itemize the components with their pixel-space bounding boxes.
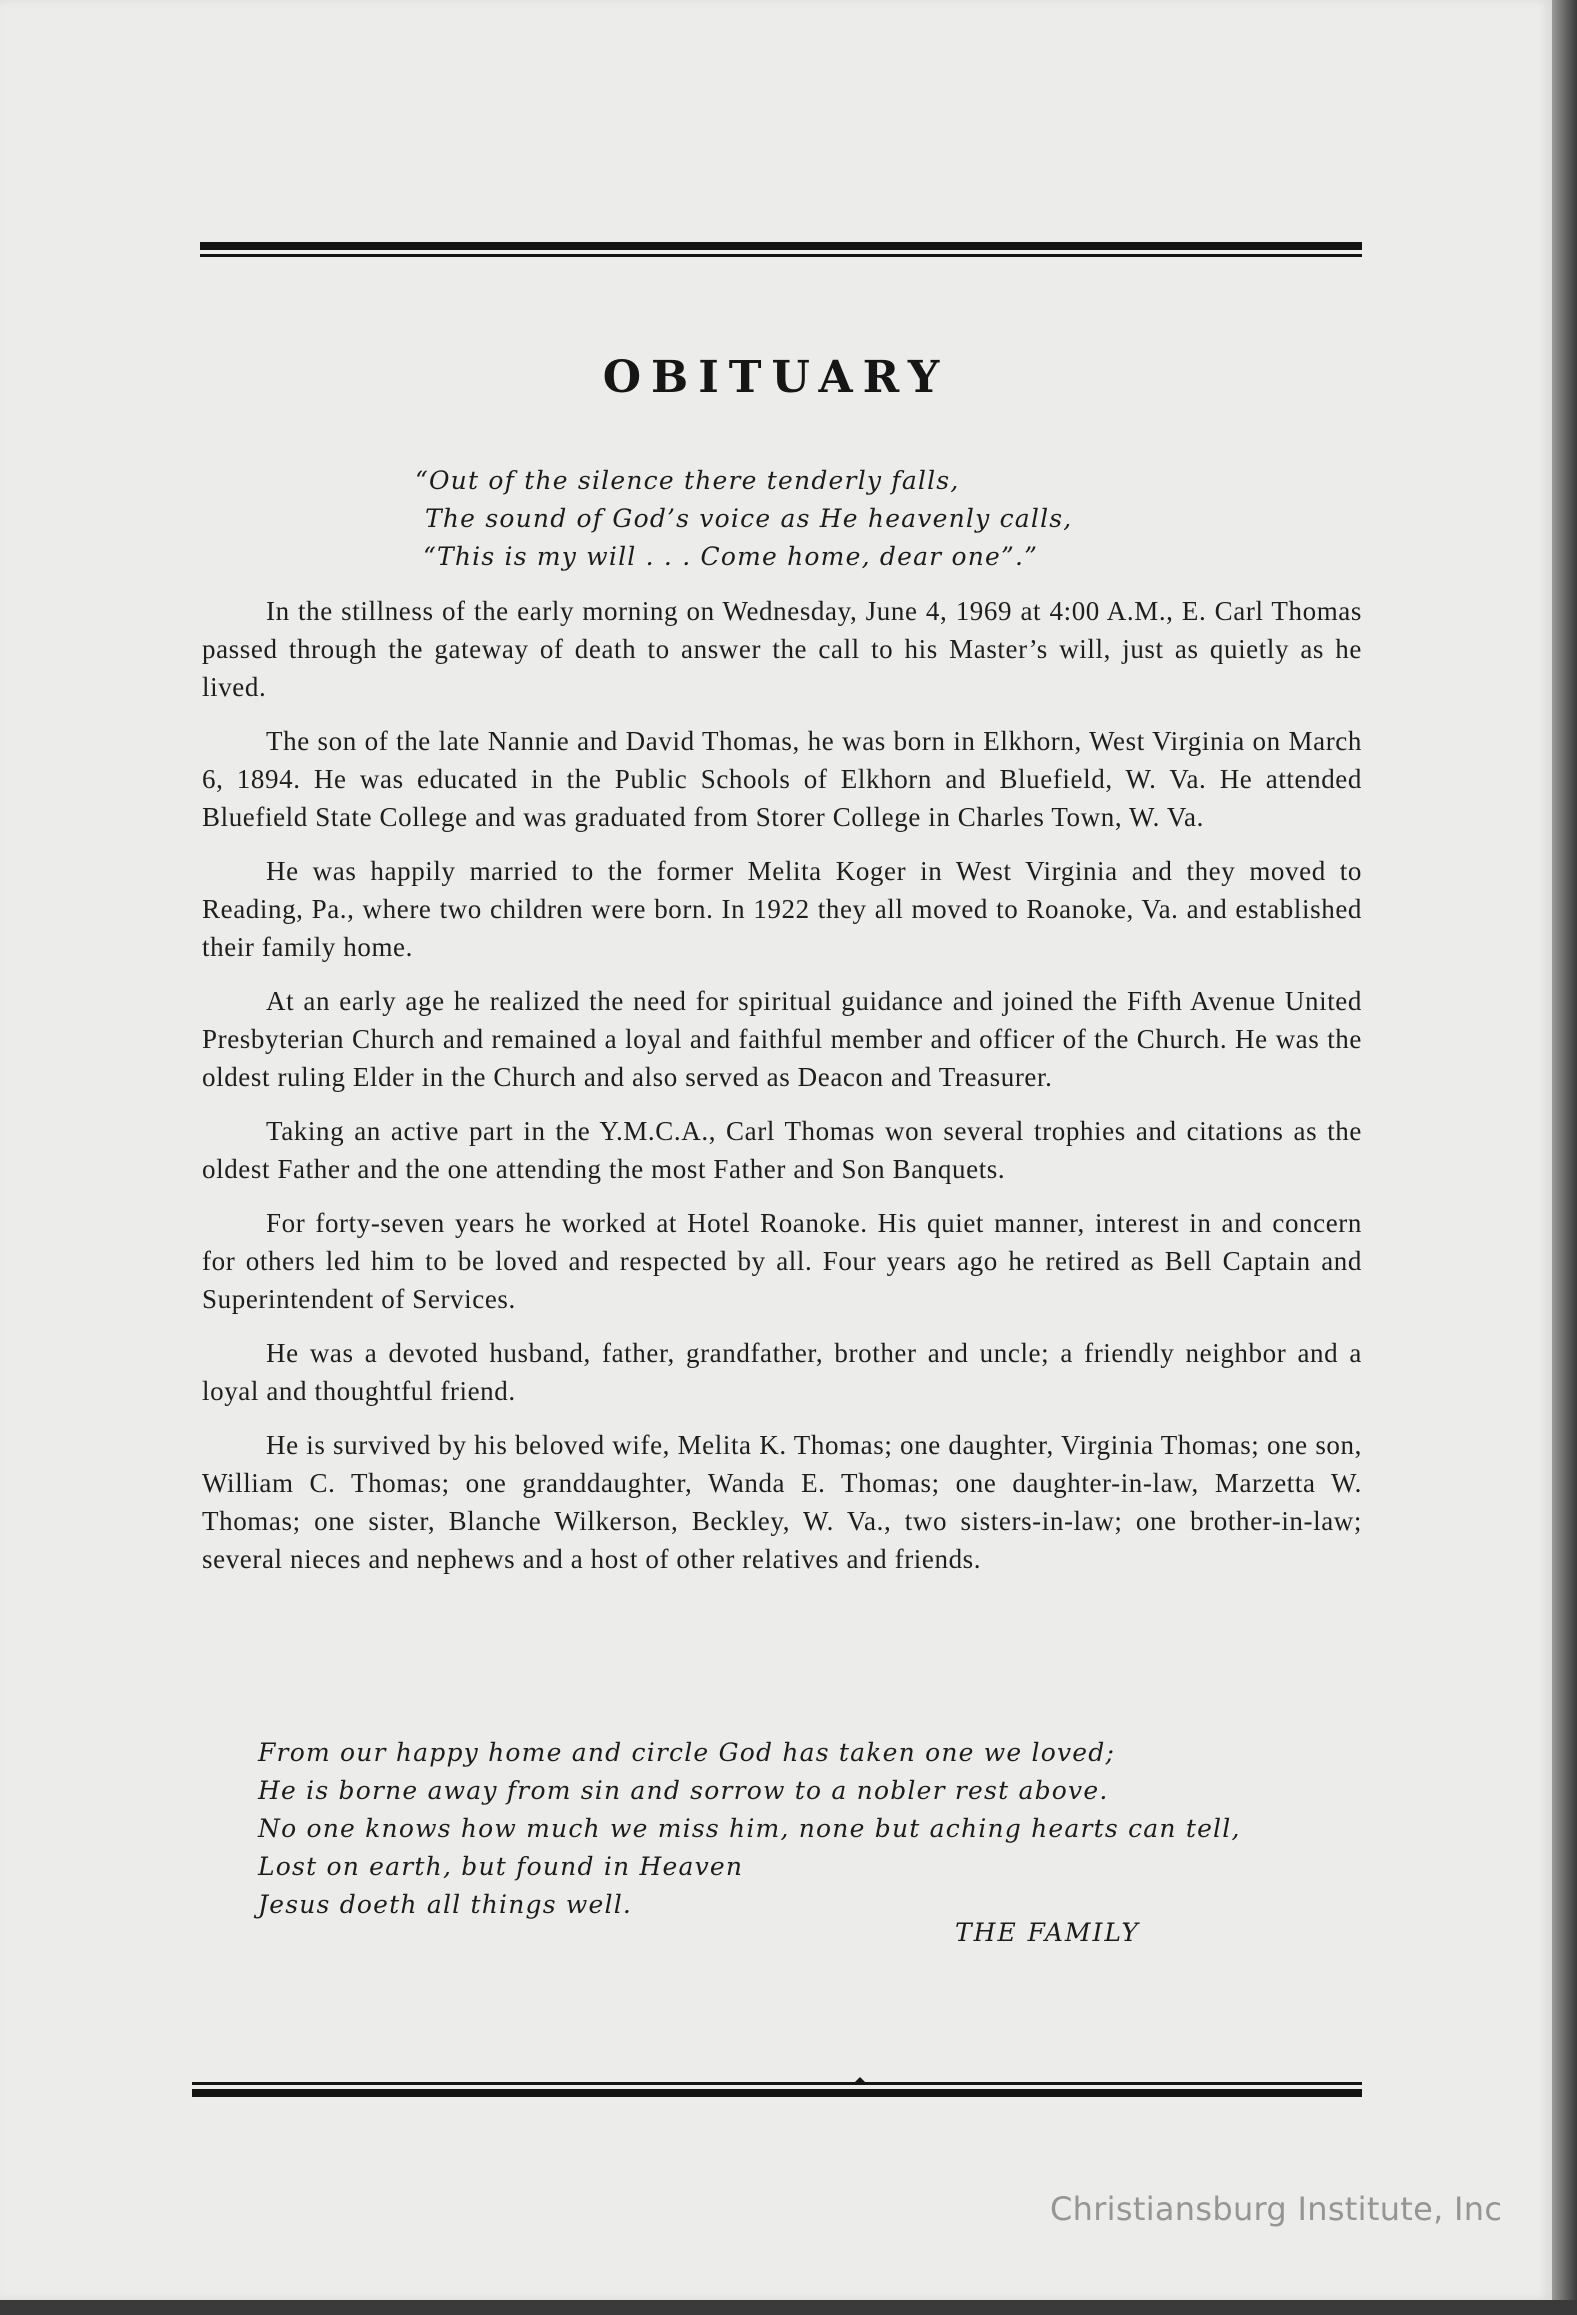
page-edge <box>1552 0 1577 2315</box>
closing-verse-line: No one knows how much we miss him, none but aching hearts can tell, <box>258 1814 1241 1843</box>
opening-verse-line: The sound of God’s voice as He heavenly calls, <box>425 504 1073 533</box>
bottom-double-rule <box>192 2082 1362 2097</box>
paragraph-death: In the stillness of the early morning on Wednesday, June 4, 1969 at 4:00 A.M., E. Carl Thomas passed through the gateway of death to answer the call to his Master’s will, just as quietly as he lived. <box>202 596 1362 702</box>
closing-verse <box>258 1734 1241 1924</box>
paragraph-character: He was a devoted husband, father, grandfather, brother and uncle; a friendly neighbor and a loyal and thoughtful friend. <box>202 1338 1362 1406</box>
paragraph-early-life: The son of the late Nannie and David Thomas, he was born in Elkhorn, West Virginia on March 6, 1894. He was educated in the Public Schools of Elkhorn and Bluefield, W. Va. He attended Bluefield State College and was graduated from Storer College in Charles Town, W. Va. <box>202 726 1362 832</box>
signature: THE FAMILY <box>955 1918 1140 1947</box>
paragraph-career: For forty-seven years he worked at Hotel Roanoke. His quiet manner, interest in and concern for others led him to be loved and respected by all. Four years ago he retired as Bell Captain and Superintendent of Services. <box>202 1208 1362 1314</box>
page-title: OBITUARY <box>602 352 950 403</box>
page-bottom-edge <box>0 2300 1577 2315</box>
opening-verse-line: “This is my will . . . Come home, dear one”.” <box>423 542 1039 571</box>
paragraph-ymca: Taking an active part in the Y.M.C.A., Carl Thomas won several trophies and citations as the oldest Father and the one attending the most Father and Son Banquets. <box>202 1116 1362 1184</box>
paragraph-survivors: He is survived by his beloved wife, Melita K. Thomas; one daughter, Virginia Thomas; one son, William C. Thomas; one granddaughter, Wanda E. Thomas; one daughter-in-law, Marzetta W. Thomas; one sister, Blanche Wilkerson, Beckley, W. Va., two sisters-in-law; one brother-in-law; several nieces and nephews and a host of other relatives and friends. <box>202 1430 1362 1574</box>
closing-verse-line: From our happy home and circle God has taken one we loved; <box>258 1738 1116 1767</box>
paragraph-marriage: He was happily married to the former Melita Koger in West Virginia and they moved to Reading, Pa., where two children were born. In 1922 they all moved to Roanoke, Va. and established their family home. <box>202 856 1362 962</box>
closing-verse-line: Jesus doeth all things well. <box>258 1890 633 1919</box>
obituary-body <box>202 592 1362 1594</box>
watermark: Christiansburg Institute, Inc <box>1050 2190 1503 2228</box>
top-double-rule <box>200 242 1362 257</box>
opening-verse-line: “Out of the silence there tenderly falls, <box>415 466 960 495</box>
closing-verse-line: He is borne away from sin and sorrow to a nobler rest above. <box>258 1776 1109 1805</box>
closing-verse-line: Lost on earth, but found in Heaven <box>258 1852 744 1881</box>
paragraph-church: At an early age he realized the need for spiritual guidance and joined the Fifth Avenue United Presbyterian Church and remained a loyal and faithful member and officer of the Church. He was the oldest ruling Elder in the Church and also served as Deacon and Treasurer. <box>202 986 1362 1092</box>
opening-verse <box>415 462 1072 576</box>
